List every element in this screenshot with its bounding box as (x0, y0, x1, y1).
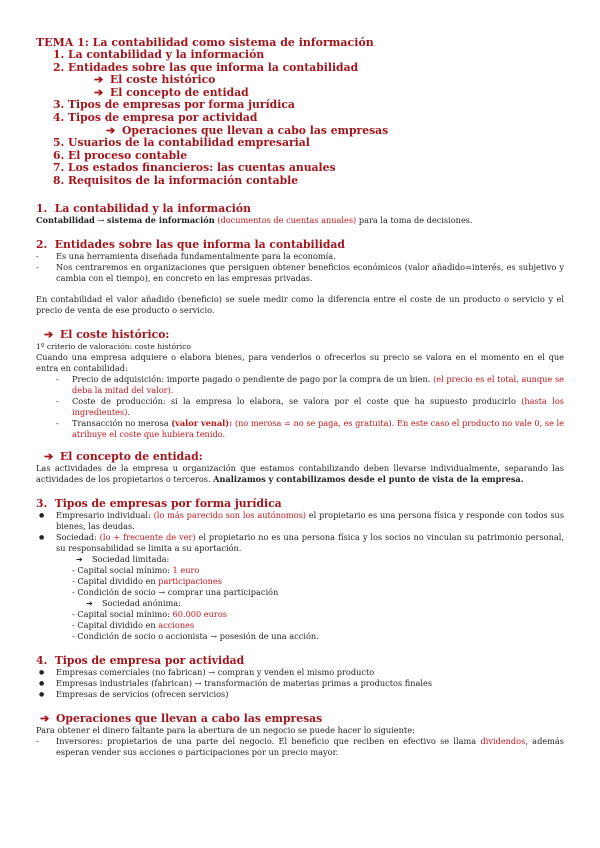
toc-title: TEMA 1: La contabilidad como sistema de información (36, 36, 374, 49)
list-item: ● Empresario individual: (lo más parecido son los autónomos) el propietario es una persona física y responde con todos sus bienes, las deudas. (36, 510, 564, 532)
detail-line: - Capital dividido en participaciones (72, 575, 222, 586)
list-item: ● Empresas industriales (fabrican) → transformación de materias primas a productos finales (36, 678, 564, 689)
arrow-right-icon: ➔ (44, 449, 54, 463)
toc-item: 5. Usuarios de la contabilidad empresarial (53, 136, 310, 150)
toc-item: ➔ El concepto de entidad (94, 85, 249, 99)
section-entidad (36, 450, 564, 485)
list-item: - Nos centraremos en organizaciones que persiguen obtener beneficios económicos (valor añadido=interés, es subjetivo y cambia con el tiempo), en concreto en las empresas privadas. (36, 262, 564, 284)
sociedad-anonima-heading: ➔ Sociedad anónima: (86, 597, 181, 608)
detail-line: - Capital social mínimo: 60.000 euros (72, 608, 227, 619)
section-3 (36, 497, 564, 642)
arrow-right-icon: ➔ (94, 85, 104, 99)
toc-item: 3. Tipos de empresas por forma jurídica (53, 98, 295, 112)
detail-line: - Capital dividido en acciones (72, 619, 195, 630)
detail-line: - Condición de socio → comprar una participación (72, 586, 279, 597)
section-2 (36, 238, 564, 316)
toc-item: 7. Los estados financieros: las cuentas anuales (53, 161, 336, 175)
toc (36, 36, 564, 188)
list-item: - Precio de adquisición: importe pagado o pendiente de pago por la compra de un bien. (el precio es el total, aunque se deba la mitad del valor). (36, 374, 564, 396)
section-4-heading: 4. Tipos de empresa por actividad (36, 653, 245, 667)
list-item: ● Empresas de servicios (ofrecen servicios) (36, 689, 564, 700)
section-operaciones (36, 712, 564, 758)
section-coste-historico (36, 328, 564, 440)
document-page (36, 36, 564, 758)
arrow-right-icon: ➔ (76, 553, 83, 564)
list-item: ● Sociedad: (lo + frecuente de ver) el propietario no es una persona física y los socios no vinculan su patrimonio personal, su responsabilidad se limita a su aportación. (36, 532, 564, 554)
toc-item: 8. Requisitos de la información contable (53, 173, 299, 187)
section-1-heading: 1. La contabilidad y la información (36, 201, 251, 215)
toc-item: 1. La contabilidad y la información (53, 48, 265, 61)
toc-list (36, 49, 564, 188)
arrow-right-icon: ➔ (40, 711, 50, 725)
toc-item: 4. Tipos de empresa por actividad (53, 110, 258, 124)
paragraph: Para obtener el dinero faltante para la abertura de un negocio se puede hacer lo siguiente: (36, 724, 415, 735)
list-item: - Inversores: propietarios de una parte del negocio. El beneficio que reciben en efectivo se llama dividendos, además esperan vender sus acciones o participaciones por un precio mayor. (36, 736, 564, 758)
section-1-text: Contabilidad → sistema de información (documentos de cuentas anuales) para la toma de decisiones. (36, 214, 473, 225)
toc-item: 6. El proceso contable (53, 148, 188, 162)
detail-line: - Capital social mínimo: 1 euro (72, 564, 200, 575)
section-2-heading: 2. Entidades sobre las que informa la contabilidad (36, 237, 345, 251)
paragraph: En contabilidad el valor añadido (beneficio) se suele medir como la diferencia entre el coste de un producto o servicio y el precio de venta de ese producto o servicio. (36, 293, 564, 315)
list-item: - Transacción no merosa (valor venal): (no merosa = no se paga, es gratuita). En este caso el producto no vale 0, se le atribuye el coste que hubiera tenido. (36, 418, 564, 440)
sociedad-limitada-heading: ➔ Sociedad limitada: (76, 553, 170, 564)
entidad-heading: ➔ El concepto de entidad: (44, 449, 203, 463)
section-1 (36, 202, 564, 226)
section-3-heading: 3. Tipos de empresas por forma jurídica (36, 496, 282, 510)
paragraph: Las actividades de la empresa u organización que estamos contabilizando deben llevarse individualmente, separando las actividades de los propietarios o terceros. Analizamos y contabilizamos desde el punto de vista de la empresa. (36, 462, 564, 484)
detail-line: - Condición de socio o accionista → posesión de una acción. (72, 630, 319, 641)
list-item: - Es una herramienta diseñada fundamentalmente para la economía. (36, 251, 564, 262)
arrow-right-icon: ➔ (86, 597, 93, 608)
coste-heading: ➔ El coste histórico: (44, 327, 170, 341)
arrow-right-icon: ➔ (44, 327, 54, 341)
list-item: - Coste de producción: si la empresa lo elabora, se valora por el coste que ha supuesto producirlo (hasta los ingredientes). (36, 396, 564, 418)
list-item: ● Empresas comerciales (no fabrican) → compran y venden el mismo producto (36, 667, 564, 678)
section-4 (36, 654, 564, 700)
criterio-line: 1º criterio de valoración: coste histórico (36, 341, 191, 351)
operaciones-heading: ➔ Operaciones que llevan a cabo las empresas (40, 711, 323, 725)
arrow-right-icon: ➔ (94, 73, 104, 87)
toc-item: 2. Entidades sobre las que informa la contabilidad (53, 60, 359, 74)
toc-item: ➔ Operaciones que llevan a cabo las empresas (106, 123, 389, 137)
paragraph: Cuando una empresa adquiere o elabora bienes, para venderlos o ofrecerlos su precio se valora en el momento en el que entra en contabilidad: (36, 351, 564, 373)
arrow-right-icon: ➔ (106, 123, 116, 137)
toc-item: ➔ El coste histórico (94, 73, 216, 87)
